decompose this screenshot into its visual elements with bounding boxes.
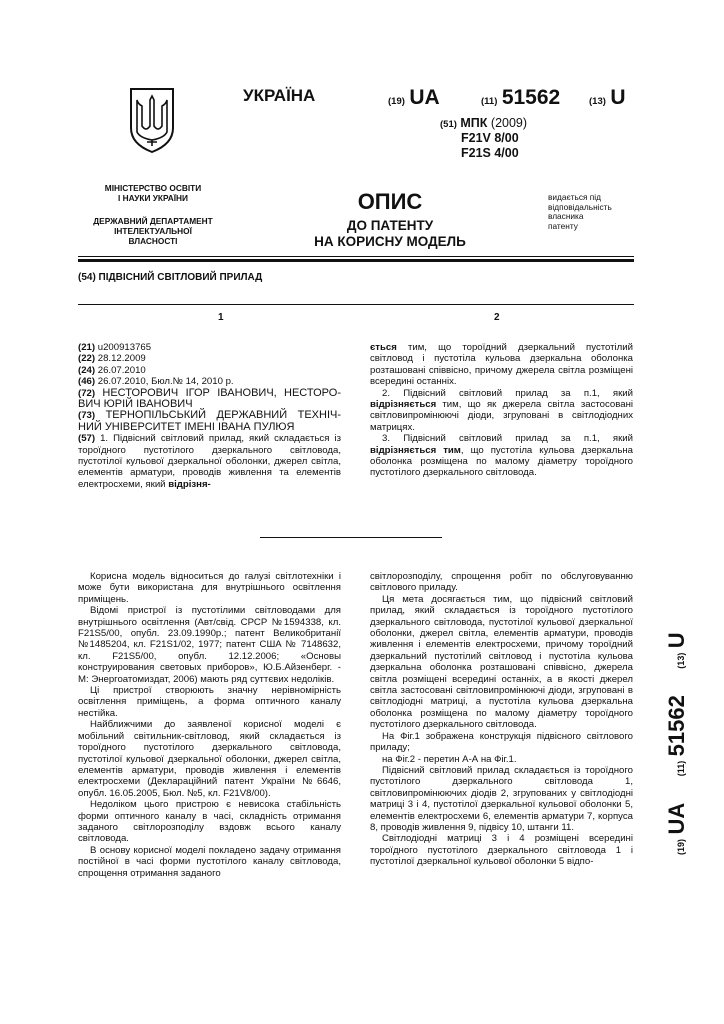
- side-patent-label: (19) UA (11) 51562 (13) U: [664, 632, 689, 855]
- code-11: (11): [481, 96, 498, 107]
- claims-column: [370, 342, 633, 479]
- code-19: (19): [388, 96, 405, 107]
- column-number-right: 2: [494, 312, 500, 323]
- code-51: (51): [440, 119, 457, 130]
- ipc-label: МПК: [460, 116, 488, 130]
- claim-3: 3. Підвісний світловий прилад за п.1, який відрізняється тим, що пустотіла кульова дзеркальна оболонка розміщена по малому діаметру тороїдного пустотілого дзеркального світловода.: [370, 433, 633, 479]
- paragraph: Недоліком цього пристрою є невисока стабільність форми оптичного каналу в часі, складність отримання заданого світлорозподілу вздовж всього каналу світловода.: [78, 799, 341, 845]
- claim-1: (57) 1. Підвісний світловий прилад, який складається із тороїдного пустотілого дзеркального світловода, пустотілої кульової дзеркальної оболонки, джерел світла, елементів арматури, проводів живлення та елементів електросхеми, який відрізня-: [78, 433, 341, 490]
- biblio-item: (46) 26.07.2010, Бюл.№ 14, 2010 р.: [78, 376, 234, 388]
- patent-code-line: [388, 86, 440, 110]
- biblio-item: (24) 26.07.2010: [78, 364, 146, 376]
- claim-2: 2. Підвісний світловий прилад за п.1, який відрізняється тим, що як джерела світла застосовані світловипромінюючі діоди, згруповані в світлодіодних матрицях.: [370, 387, 633, 433]
- biblio-column: [78, 342, 341, 490]
- country-name: УКРАЇНА: [243, 86, 316, 105]
- paragraph: Відомі пристрої із пустотілими світловодами для внутрішнього освітлення (Авт/свід. СРСР №1594338, кл. F21S5/00, опубл. 23.09.1990р.; патент Великобританії №1485204, кл. F21S1/02, 1977; патент США № 7148632, кл. F21S5/00, опубл. 12.12.2006; «Основы конструирования световых приборов», Ю.Б.Айзенберг. - М: Энергоатомиздат, 2006) мають ряд суттєвих недоліків.: [78, 605, 341, 685]
- description-column-left: [78, 571, 341, 879]
- paragraph: Підвісний світловий прилад складається із тороїдного пустотілого дзеркального світловода 1, світловипромінюючих діодів 2, згрупованих у світлодіодні матриці 3 і 4, пустотілої дзеркальної кульової оболонки 5, елементів електросхеми 6, елементів арматури 7, корпуса 8, проводів живлення 9, підвісу 10, штанги 11.: [370, 764, 633, 833]
- paragraph: Світлодіодні матриці 3 і 4 розміщені всередині тороїдного пустотілого дзеркального світловода 1 і пустотілої дзеркальної кульової оболонки 5 відпо-: [370, 833, 633, 868]
- biblio-item: (21) u200913765: [78, 342, 152, 353]
- claim-1-continued: ється тим, що тороїдний дзеркальний пустотілий світловод і пустотіла кульова дзеркальна оболонка розташовані співвісно, причому джерела світла розміщені всередині останніх.: [370, 342, 633, 388]
- biblio-item: (22) 28.12.2009: [78, 353, 146, 365]
- department-name: ДЕРЖАВНИЙ ДЕПАРТАМЕНТ ІНТЕЛЕКТУАЛЬНОЇ ВЛАСНОСТІ: [93, 216, 213, 246]
- paragraph: світлорозподілу, спрощення робіт по обслуговуванню світлового приладу.: [370, 571, 633, 594]
- ipc-class-1: F21V 8/00: [461, 131, 519, 145]
- code-13: (13): [589, 96, 606, 107]
- patent-number-line: [481, 86, 560, 110]
- patent-kind: U: [610, 86, 626, 109]
- description-column-right: [370, 571, 633, 868]
- inventors: (72) НЕСТОРОВИЧ ІГОР ІВАНОВИЧ, НЕСТОРО-ВИЧ ЮРІЙ ІВАНОВИЧ: [78, 386, 341, 411]
- paragraph: На Фіг.1 зображена конструкція підвісного світлового приладу;: [370, 730, 633, 754]
- ipc-class-2: F21S 4/00: [461, 146, 519, 160]
- column-number-left: 1: [218, 312, 224, 323]
- section-separator: [260, 537, 442, 538]
- patent-kind-line: [589, 86, 626, 110]
- invention-title: (54) ПІДВІСНИЙ СВІТЛОВИЙ ПРИЛАД: [78, 272, 263, 283]
- document-title: ОПИС: [357, 189, 423, 214]
- paragraph: Ця мета досягається тим, що підвісний світловий прилад, який складається із тороїдного пустотілого дзеркального світловода, пустотілої кульової дзеркальної оболонки, джерел світла, елементів арматури, проводів живлення і елементів електросхеми, причому тороїдний дзеркальний пустотілий світловод і пустотіла кульова дзеркальна оболонка розташовані співвісно, джерела світла розміщені всередині останніх, а в якості джерел світла застосовані світловипромінюючі діоди, згруповані в світлодіодні матриці, а пустотіла кульова дзеркальна оболонка розміщена по малому діаметру тороїдного пустотілого дзеркального світловода.: [370, 593, 633, 731]
- paragraph: Ці пристрої створюють значну нерівномірність освітлення приміщень, а форма оптичного каналу нестійка.: [78, 685, 341, 719]
- paragraph: Найближчими до заявленої корисної моделі є мобільний світильник-світловод, який складається із тороїдного пустотілого дзеркального світловода, пустотілої кульової дзеркальної оболонки, джерел світла, елементів арматури, проводів живлення і елементів електросхеми (Деклараційний патент України №6646, опубл. 16.05.2005, Бюл. №5, кл. F21V8/00).: [78, 719, 341, 799]
- country-code-ua: UA: [409, 86, 440, 109]
- paragraph: В основу корисної моделі покладено задачу отримання постійної в часі форми пустотілого каналу світловода, спрощення отримання заданого: [78, 844, 341, 879]
- issued-note: видається під відповідальність власника патенту: [548, 192, 612, 231]
- ministry-name: МІНІСТЕРСТВО ОСВІТИ І НАУКИ УКРАЇНИ: [104, 183, 202, 203]
- ipc-line: [440, 116, 527, 130]
- paragraph: Корисна модель відноситься до галузі світлотехніки і може бути використана для внутрішнього освітлення приміщень.: [78, 571, 341, 605]
- paragraph: на Фіг.2 - перетин А-А на Фіг.1.: [382, 753, 517, 765]
- patent-number: 51562: [501, 86, 561, 109]
- header-rule-1: [78, 256, 634, 257]
- ipc-year: (2009): [490, 116, 528, 130]
- document-subtitle: ДО ПАТЕНТУ НА КОРИСНУ МОДЕЛЬ: [314, 218, 466, 249]
- title-rule: [78, 304, 634, 305]
- patent-owner: (73) ТЕРНОПІЛЬСЬКИЙ ДЕРЖАВНИЙ ТЕХНІЧ-НИЙ УНІВЕРСИТЕТ ІМЕНІ ІВАНА ПУЛЮЯ: [78, 409, 341, 433]
- coat-of-arms-icon: [128, 86, 176, 154]
- header-rule-2: [78, 259, 634, 262]
